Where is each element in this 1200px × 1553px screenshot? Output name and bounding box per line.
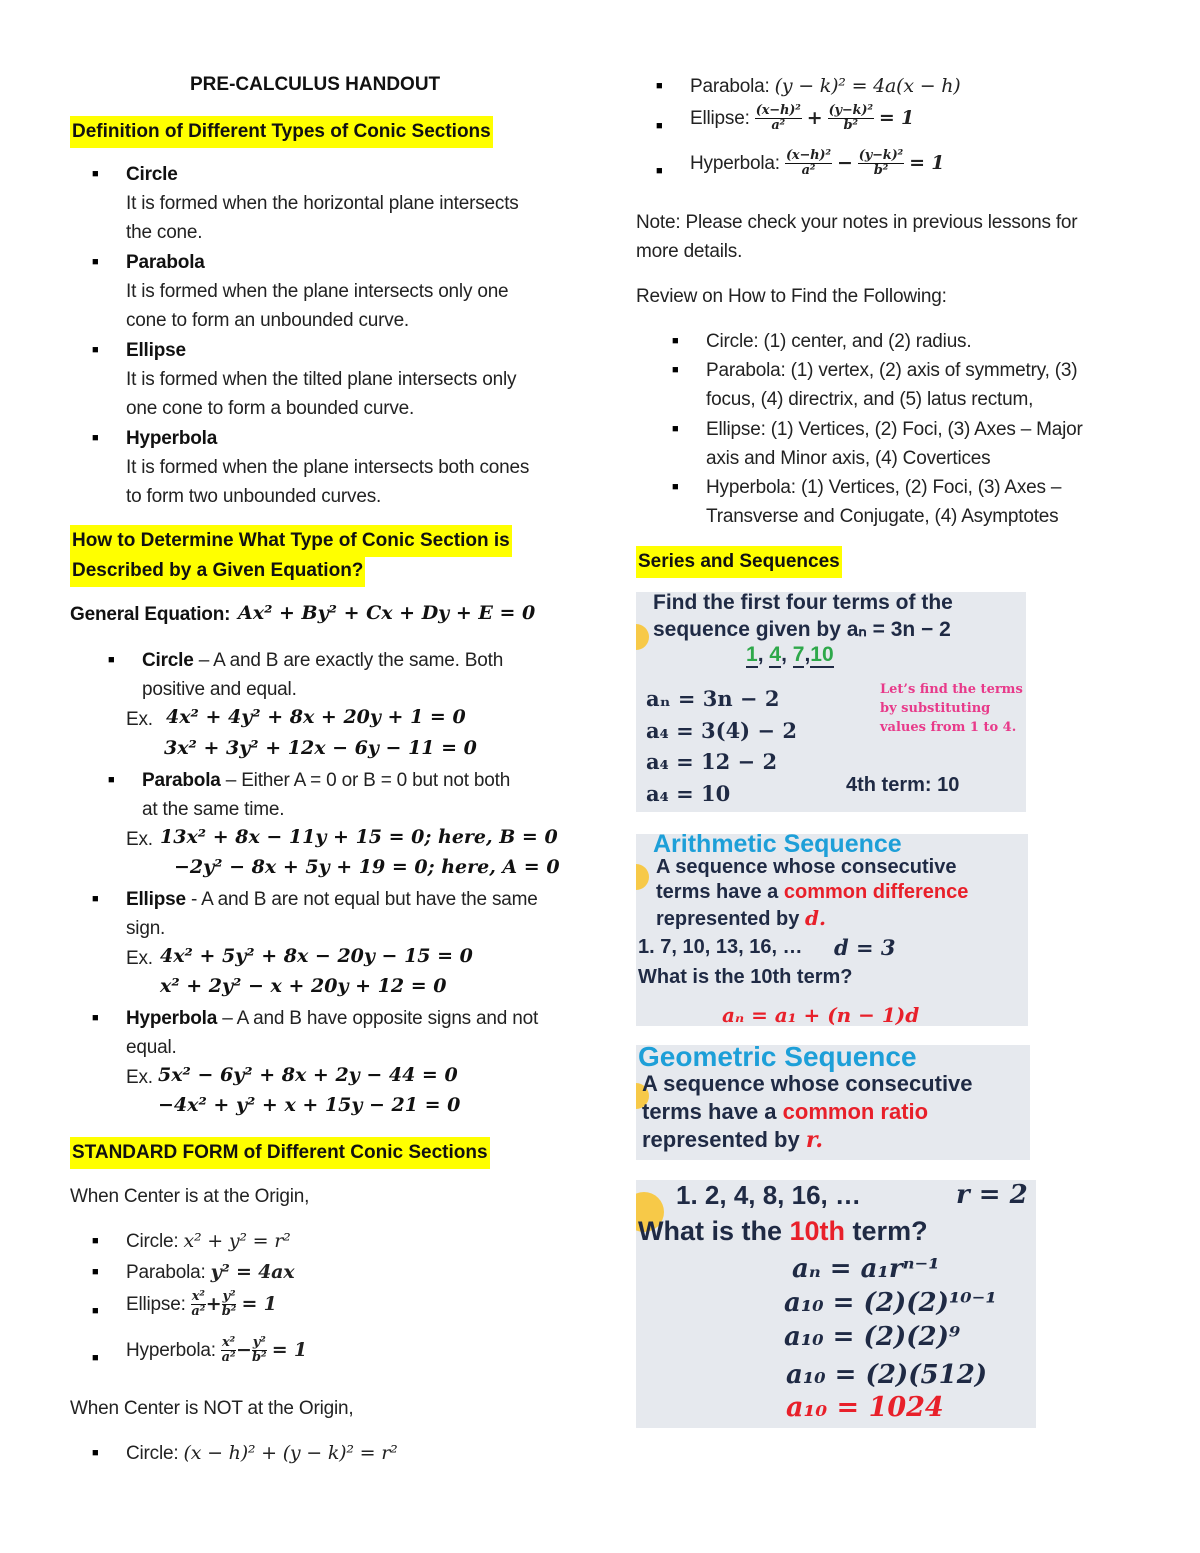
geometric-answer: a₁₀ = 1024 xyxy=(786,1392,944,1423)
arithmetic-d-value: d = 3 xyxy=(834,935,896,960)
bullet-icon: ■ xyxy=(92,1266,99,1278)
origin-label: When Center is at the Origin, xyxy=(70,1186,310,1207)
bullet-icon: ■ xyxy=(108,774,115,786)
std-parabola xyxy=(126,1258,294,1287)
bullet-icon: ■ xyxy=(92,256,99,268)
card1-step: a₄ = 3(4) − 2 xyxy=(646,718,797,743)
card1-hint: by substituting xyxy=(880,701,991,716)
definition-circle-name: Circle xyxy=(126,164,178,185)
bullet-icon: ■ xyxy=(656,80,663,92)
parabola-example-1: 13x² + 8x − 11y + 15 = 0; here, B = 0 xyxy=(160,826,558,848)
fraction xyxy=(221,1336,236,1365)
fraction xyxy=(252,1336,267,1365)
equals-one: = 1 xyxy=(909,152,945,174)
rule-circle-line2: positive and equal. xyxy=(142,679,297,700)
numerator: y² xyxy=(252,1335,266,1351)
std-nonorigin-ellipse xyxy=(690,104,914,133)
definition-ellipse-name: Ellipse xyxy=(126,340,186,361)
answer-term: 4 xyxy=(769,643,782,666)
desc-text: terms have a xyxy=(656,881,784,903)
operator: + xyxy=(205,1293,222,1315)
arithmetic-title: Arithmetic Sequence xyxy=(653,834,902,858)
page-title: PRE-CALCULUS HANDOUT xyxy=(190,74,441,95)
geometric-step: a₁₀ = (2)(2)¹⁰⁻¹ xyxy=(784,1288,997,1318)
geometric-desc: A sequence whose consecutive xyxy=(642,1071,973,1096)
operator: + xyxy=(806,107,823,129)
denominator: b² xyxy=(873,163,889,179)
denominator: a² xyxy=(771,118,786,134)
definition-hyperbola-line: It is formed when the plane intersects both cones xyxy=(126,457,530,478)
geometric-example-card xyxy=(636,1180,1036,1428)
denominator: a² xyxy=(221,1350,236,1366)
desc-text: represented by xyxy=(656,908,805,930)
std-circle-eq: x² + y² = r² xyxy=(183,1230,291,1252)
numerator: (y−k)² xyxy=(828,103,873,119)
question-highlight: 10th xyxy=(789,1216,846,1246)
note-line: Note: Please check your notes in previous lessons for xyxy=(636,212,1078,233)
definitions-heading: Definition of Different Types of Conic Sections xyxy=(70,116,493,148)
denominator: b² xyxy=(221,1304,237,1320)
fraction xyxy=(785,149,832,178)
std-parabola-eq: y² = 4ax xyxy=(210,1261,295,1283)
denominator: b² xyxy=(252,1350,267,1366)
circle-example-1: 4x² + 4y² + 8x + 20y + 1 = 0 xyxy=(166,706,466,728)
std-nonorigin-parabola-eq: (y − k)² = 4a(x − h) xyxy=(774,75,961,97)
hyperbola-example-2: −4x² + y² + x + 15y − 21 = 0 xyxy=(158,1094,461,1116)
bullet-icon: ■ xyxy=(92,1352,99,1364)
standard-form-heading: STANDARD FORM of Different Conic Sections xyxy=(70,1137,490,1169)
std-nonorigin-hyperbola xyxy=(690,149,944,178)
std-circle xyxy=(126,1227,291,1256)
desc-text: terms have a xyxy=(642,1099,783,1124)
std-circle-label: Circle: xyxy=(126,1231,179,1252)
geometric-step: a₁₀ = (2)(2)⁹ xyxy=(784,1322,961,1352)
definition-ellipse-line: one cone to form a bounded curve. xyxy=(126,398,415,419)
desc-text: represented by xyxy=(642,1127,806,1152)
geometric-desc xyxy=(642,1099,928,1125)
definition-circle-line: the cone. xyxy=(126,222,203,243)
arithmetic-desc xyxy=(656,881,968,904)
std-parabola-label: Parabola: xyxy=(126,1262,206,1283)
bullet-icon: ■ xyxy=(92,344,99,356)
numerator: x² xyxy=(221,1335,236,1351)
bullet-icon: ■ xyxy=(108,654,115,666)
determine-heading-line2: Described by a Given Equation? xyxy=(70,555,365,587)
rule-circle-name: Circle xyxy=(142,650,194,671)
definition-circle-line: It is formed when the horizontal plane intersects xyxy=(126,193,519,214)
definition-hyperbola-line: to form two unbounded curves. xyxy=(126,486,382,507)
review-label: Review on How to Find the Following: xyxy=(636,286,947,307)
rule-circle-text: – A and B are exactly the same. Both xyxy=(193,650,504,671)
note-line: more details. xyxy=(636,241,743,262)
card1-question: sequence given by aₙ = 3n − 2 xyxy=(653,618,951,641)
bullet-icon: ■ xyxy=(92,1012,99,1024)
denominator: a² xyxy=(191,1304,206,1320)
geometric-desc xyxy=(642,1127,823,1153)
card1-question: Find the first four terms of the xyxy=(653,592,953,614)
equals-one: = 1 xyxy=(271,1339,307,1361)
separator: , xyxy=(804,643,811,666)
example-label: Ex. xyxy=(126,948,153,969)
rule-circle xyxy=(142,646,503,675)
denominator: b² xyxy=(843,118,858,134)
equals-one: = 1 xyxy=(878,107,915,129)
bullet-icon: ■ xyxy=(656,120,663,132)
std-nonorigin-parabola-label: Parabola: xyxy=(690,76,770,97)
question-text: term? xyxy=(845,1216,928,1246)
card1-hint: values from 1 to 4. xyxy=(880,720,1017,735)
fraction xyxy=(191,1290,206,1319)
definition-parabola-name: Parabola xyxy=(126,252,205,273)
bullet-icon: ■ xyxy=(92,1235,99,1247)
definition-ellipse-line: It is formed when the tilted plane intersects only xyxy=(126,369,517,390)
geometric-r-value: r = 2 xyxy=(956,1180,1028,1210)
arithmetic-sequence-card xyxy=(636,834,1028,1026)
std-ellipse-label: Ellipse: xyxy=(126,1294,186,1315)
separator: , xyxy=(781,643,787,666)
ellipse-example-2: x² + 2y² − x + 20y + 12 = 0 xyxy=(160,975,447,997)
rule-parabola-name: Parabola xyxy=(142,770,221,791)
equals-one: = 1 xyxy=(241,1293,277,1315)
parabola-example-2: −2y² − 8x + 5y + 19 = 0; here, A = 0 xyxy=(174,856,560,878)
std-nonorigin-hyperbola-label: Hyperbola: xyxy=(690,153,780,174)
decorative-dot xyxy=(636,624,649,650)
geometric-title: Geometric Sequence xyxy=(638,1045,917,1072)
bullet-icon: ■ xyxy=(656,165,663,177)
arithmetic-example: 1. 7, 10, 13, 16, … xyxy=(638,936,803,958)
arithmetic-question: What is the 10th term? xyxy=(638,966,853,988)
review-item: Circle: (1) center, and (2) radius. xyxy=(706,331,972,352)
review-item: focus, (4) directrix, and (5) latus rectum, xyxy=(706,389,1034,410)
determine-heading-line1: How to Determine What Type of Conic Section is xyxy=(70,525,512,557)
fraction xyxy=(755,104,802,133)
hyperbola-example-1: 5x² − 6y² + 8x + 2y − 44 = 0 xyxy=(158,1064,458,1086)
review-item: axis and Minor axis, (4) Covertices xyxy=(706,448,991,469)
rule-ellipse-name: Ellipse xyxy=(126,889,186,910)
rule-ellipse-text: - A and B are not equal but have the same xyxy=(185,889,538,910)
rule-hyperbola-line2: equal. xyxy=(126,1037,177,1058)
arithmetic-desc xyxy=(656,906,826,931)
review-item: Transverse and Conjugate, (4) Asymptotes xyxy=(706,506,1059,527)
std-nonorigin-circle-label: Circle: xyxy=(126,1443,179,1464)
desc-highlight: d. xyxy=(804,906,826,930)
desc-highlight: common ratio xyxy=(782,1099,929,1124)
rule-hyperbola-name: Hyperbola xyxy=(126,1008,218,1029)
separator: , xyxy=(757,643,764,666)
geometric-example: 1. 2, 4, 8, 16, … xyxy=(676,1180,861,1210)
bullet-icon: ■ xyxy=(672,364,679,376)
answer-term: 10 xyxy=(810,643,834,666)
sequence-terms-card xyxy=(636,592,1026,812)
not-origin-label: When Center is NOT at the Origin, xyxy=(70,1398,354,1419)
review-item: Hyperbola: (1) Vertices, (2) Foci, (3) Axes – xyxy=(706,477,1062,498)
rule-parabola xyxy=(142,766,510,795)
std-nonorigin-circle xyxy=(126,1439,398,1468)
arithmetic-desc: A sequence whose consecutive xyxy=(656,856,957,878)
card1-answers xyxy=(746,643,834,667)
card1-hint: Let’s find the terms xyxy=(880,682,1023,697)
card1-step: a₄ = 12 − 2 xyxy=(646,749,778,774)
numerator: x² xyxy=(191,1289,205,1305)
answer-term: 1 xyxy=(746,643,758,666)
bullet-icon: ■ xyxy=(672,423,679,435)
general-equation-label: General Equation: xyxy=(70,604,231,625)
geometric-step: a₁₀ = (2)(512) xyxy=(786,1360,988,1390)
decorative-dot xyxy=(636,864,649,890)
numerator: (x−h)² xyxy=(755,103,801,119)
example-label: Ex. xyxy=(126,1067,153,1088)
rule-hyperbola xyxy=(126,1004,538,1033)
numerator: y² xyxy=(222,1289,236,1305)
review-item: Parabola: (1) vertex, (2) axis of symmetry, (3) xyxy=(706,360,1078,381)
ellipse-example-1: 4x² + 5y² + 8x − 20y − 15 = 0 xyxy=(160,945,473,967)
fraction xyxy=(828,104,874,133)
numerator: (x−h)² xyxy=(785,148,831,164)
series-heading: Series and Sequences xyxy=(636,546,842,578)
geometric-step: aₙ = a₁rⁿ⁻¹ xyxy=(792,1254,940,1284)
bullet-icon: ■ xyxy=(92,1447,99,1459)
example-label: Ex. xyxy=(126,829,153,850)
geometric-question xyxy=(638,1216,928,1247)
question-text: What is the xyxy=(638,1216,790,1246)
arithmetic-formula: aₙ = a₁ + (n − 1)d xyxy=(722,1003,920,1026)
bullet-icon: ■ xyxy=(92,1305,99,1317)
std-hyperbola xyxy=(126,1336,307,1365)
bullet-icon: ■ xyxy=(92,893,99,905)
card1-step: aₙ = 3n − 2 xyxy=(646,686,780,711)
rule-parabola-line2: at the same time. xyxy=(142,799,285,820)
circle-example-2: 3x² + 3y² + 12x − 6y − 11 = 0 xyxy=(164,737,477,759)
general-equation: Ax² + By² + Cx + Dy + E = 0 xyxy=(238,602,536,624)
operator: − xyxy=(236,1339,252,1361)
rule-ellipse-line2: sign. xyxy=(126,918,166,939)
rule-parabola-text: – Either A = 0 or B = 0 but not both xyxy=(220,770,511,791)
numerator: (y−k)² xyxy=(858,148,904,164)
operator: − xyxy=(836,152,853,174)
card1-step: a₄ = 10 xyxy=(646,781,731,806)
rule-hyperbola-text: – A and B have opposite signs and not xyxy=(217,1008,539,1029)
answer-term: 7 xyxy=(792,643,805,666)
bullet-icon: ■ xyxy=(92,168,99,180)
std-ellipse xyxy=(126,1290,277,1319)
fraction xyxy=(858,149,904,178)
denominator: a² xyxy=(801,163,816,179)
card1-result: 4th term: 10 xyxy=(846,774,960,796)
bullet-icon: ■ xyxy=(92,432,99,444)
rule-ellipse xyxy=(126,885,538,914)
std-nonorigin-ellipse-label: Ellipse: xyxy=(690,108,750,129)
definition-parabola-line: It is formed when the plane intersects only one xyxy=(126,281,509,302)
desc-highlight: r. xyxy=(805,1127,824,1153)
definition-parabola-line: cone to form an unbounded curve. xyxy=(126,310,410,331)
example-label: Ex. xyxy=(126,709,153,730)
bullet-icon: ■ xyxy=(672,335,679,347)
definition-hyperbola-name: Hyperbola xyxy=(126,428,218,449)
review-item: Ellipse: (1) Vertices, (2) Foci, (3) Axes – Major xyxy=(706,419,1083,440)
std-nonorigin-circle-eq: (x − h)² + (y − k)² = r² xyxy=(183,1442,398,1464)
fraction xyxy=(222,1290,237,1319)
std-nonorigin-parabola xyxy=(690,72,961,101)
bullet-icon: ■ xyxy=(672,481,679,493)
geometric-sequence-card xyxy=(636,1045,1030,1160)
desc-highlight: common difference xyxy=(783,881,969,903)
std-hyperbola-label: Hyperbola: xyxy=(126,1340,216,1361)
